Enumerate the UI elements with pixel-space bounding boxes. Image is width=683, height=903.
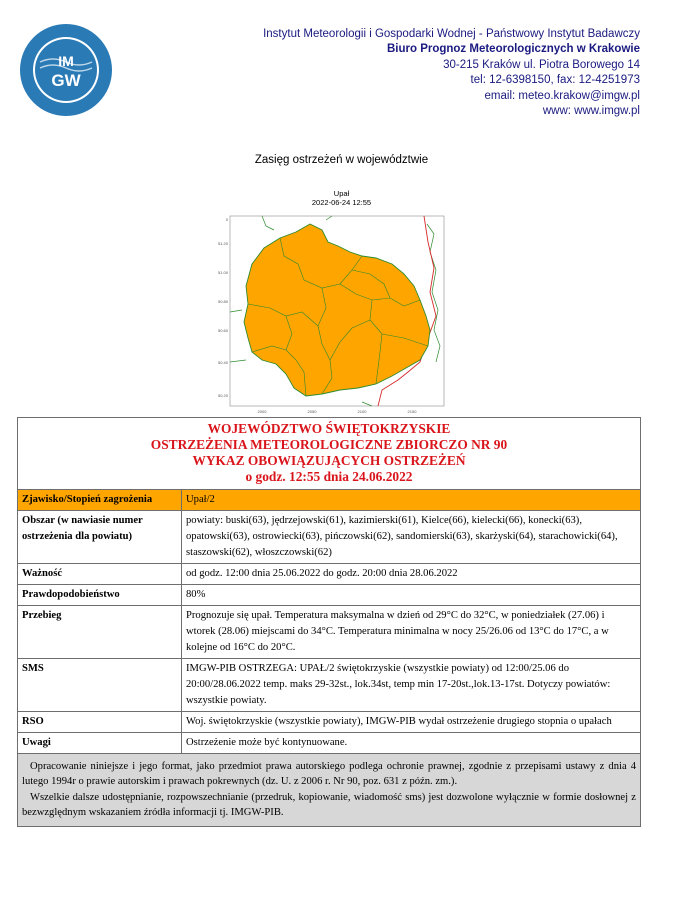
row-label: Ważność bbox=[18, 564, 182, 585]
row-label: SMS bbox=[18, 659, 182, 712]
bulletin-title bbox=[18, 418, 641, 490]
row-value: od godz. 12:00 dnia 25.06.2022 do godz. 20:00 dnia 28.06.2022 bbox=[182, 564, 641, 585]
x-tick: 2000 bbox=[257, 409, 267, 414]
row-rso bbox=[18, 712, 641, 733]
row-value: Prognozuje się upał. Temperatura maksymalna w dzień od 29°C do 32°C, w poniedziałek (27.06) i wtorek (28.06) miejscami do 34°C. Temperatura minimalna w nocy 25/26.06 od 13°C do 17°C, a w kolejne od 16°C do 20°C. bbox=[182, 606, 641, 659]
website: www: www.imgw.pl bbox=[542, 105, 640, 118]
row-sms bbox=[18, 659, 641, 712]
logo-text-bottom: GW bbox=[51, 71, 81, 90]
row-label: Uwagi bbox=[18, 733, 182, 754]
institute-header bbox=[263, 27, 640, 119]
row-value: IMGW-PIB OSTRZEGA: UPAŁ/2 świętokrzyskie (wszystkie powiaty) od 12:00/25.06 do 20:00/28.06.2022 temp. maks 29-32st., lok.34st, temp min 17-20st.,lok.13-17st. Dotyczy powiatów: wszystkie powiaty. bbox=[182, 659, 641, 712]
address: 30-215 Kraków ul. Piotra Borowego 14 bbox=[443, 58, 640, 71]
map-subtitle bbox=[0, 189, 683, 207]
x-tick: 2100 bbox=[357, 409, 367, 414]
row-value: Woj. świętokrzyskie (wszystkie powiaty), IMGW-PIB wydał ostrzeżenie drugiego stopnia o upałach bbox=[182, 712, 641, 733]
row-course bbox=[18, 606, 641, 659]
y-tick-top: 0 bbox=[225, 217, 228, 222]
row-label: RSO bbox=[18, 712, 182, 733]
institute-name: Instytut Meteorologii i Gospodarki Wodnej - Państwowy Instytut Badawczy bbox=[263, 28, 640, 40]
y-tick: 50.20 bbox=[217, 393, 228, 398]
bulletin-title-list: WYKAZ OBOWIĄZUJĄCYCH OSTRZEŻEŃ bbox=[192, 453, 466, 468]
row-probability bbox=[18, 585, 641, 606]
phone-fax: tel: 12-6398150, fax: 12-4251973 bbox=[470, 74, 640, 87]
y-tick: 51.00 bbox=[217, 270, 228, 275]
row-value: 80% bbox=[182, 585, 641, 606]
email: email: meteo.krakow@imgw.pl bbox=[484, 89, 640, 102]
row-phenomenon bbox=[18, 490, 641, 511]
copyright-note bbox=[18, 754, 641, 827]
map-phenomenon: Upał bbox=[333, 189, 350, 198]
warning-map bbox=[217, 212, 448, 417]
row-value: powiaty: buski(63), jędrzejowski(61), kazimierski(61), Kielce(66), kielecki(66), konecki(63), opatowski(63), ostrowiecki(63), pińczowski(62), sandomierski(63), skarżyski(64), starachowicki(64), staszowski(62), włoszczowski(62) bbox=[182, 511, 641, 564]
bulletin-title-number: OSTRZEŻENIA METEOROLOGICZNE ZBIORCZO NR 90 bbox=[150, 437, 508, 452]
x-tick: 2050 bbox=[307, 409, 317, 414]
row-label: Prawdopodobieństwo bbox=[18, 585, 182, 606]
row-validity bbox=[18, 564, 641, 585]
row-label: Zjawisko/Stopień zagrożenia bbox=[18, 490, 182, 511]
row-label: Obszar (w nawiasie numer ostrzeżenia dla powiatu) bbox=[18, 511, 182, 564]
warning-bulletin bbox=[17, 417, 641, 827]
x-tick: 2150 bbox=[407, 409, 417, 414]
map-title: Zasięg ostrzeżeń w województwie bbox=[254, 154, 429, 166]
map-datetime: 2022-06-24 12:55 bbox=[311, 198, 372, 207]
y-tick: 50.60 bbox=[217, 328, 228, 333]
bulletin-title-region: WOJEWÓDZTWO ŚWIĘTOKRZYSKIE bbox=[207, 421, 451, 436]
row-value: Ostrzeżenie może być kontynuowane. bbox=[182, 733, 641, 754]
copyright-paragraph-2: Wszelkie dalsze udostępnianie, rozpowszechnianie (przedruk, kopiowanie, wiadomość sms) jest dozwolone wyłącznie w formie dosłownej z bezwzględnym wskazaniem źródła informacji tj. IMGW-PIB. bbox=[22, 791, 636, 819]
logo-text-top: IM bbox=[58, 53, 74, 69]
copyright-text bbox=[18, 754, 641, 827]
row-area bbox=[18, 511, 641, 564]
row-remarks bbox=[18, 733, 641, 754]
row-label: Przebieg bbox=[18, 606, 182, 659]
copyright-paragraph-1: Opracowanie niniejsze i jego format, jako przedmiot prawa autorskiego podlega ochronie prawnej, zgodnie z przepisami ustawy z dnia 4 lutego 1994r o prawie autorskim i prawach pokrewnych (dz. U. z 2006 r. Nr 90, poz. 631 z późn. zm.). bbox=[22, 761, 636, 788]
row-value: Upał/2 bbox=[182, 490, 641, 511]
office-name: Biuro Prognoz Meteorologicznych w Krakowie bbox=[386, 43, 640, 56]
y-tick: 51.20 bbox=[217, 241, 228, 246]
bulletin-title-time: o godz. 12:55 dnia 24.06.2022 bbox=[245, 469, 413, 484]
imgw-logo bbox=[18, 22, 114, 118]
y-tick: 50.80 bbox=[217, 299, 228, 304]
y-tick: 50.40 bbox=[217, 360, 228, 365]
